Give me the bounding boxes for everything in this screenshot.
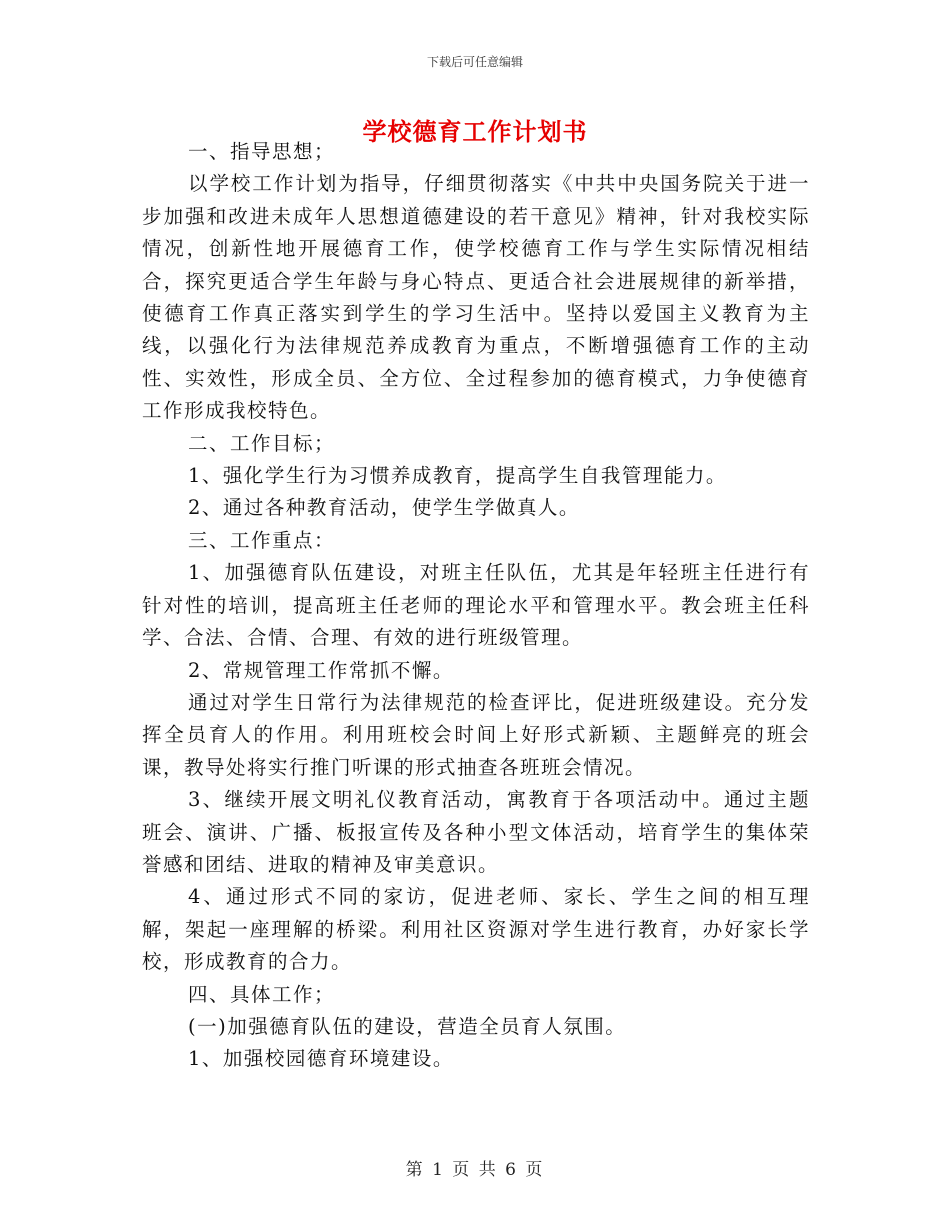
section-heading: 一、指导思想； [188,140,336,163]
section-heading: 四、具体工作； [188,982,336,1006]
section-heading: 三、工作重点： [188,528,336,552]
list-item: 4、通过形式不同的家访，促进老师、家长、学生之间的相互理解，架起一座理解的桥梁。利用社区资源对学生进行教育，办好家长学校，形成教育的合力。 [142,885,810,974]
paragraph: 通过对学生日常行为法律规范的检查评比，促进班级建设。充分发挥全员育人的作用。利用班校会时间上好形式新颖、主题鲜亮的班会课，教导处将实行推门听课的形式抽查各班班会情况。 [142,690,810,779]
page-number: 第 1 页 共 6 页 [405,1160,545,1180]
list-item: 2、通过各种教育活动，使学生学做真人。 [188,496,580,520]
list-item: 2、常规管理工作常抓不懈。 [188,658,454,682]
section-heading: 二、工作目标； [188,431,336,455]
list-item: 1、加强校园德育环境建设。 [188,1047,454,1071]
list-item: 3、继续开展文明礼仪教育活动，寓教育于各项活动中。通过主题班会、演讲、广播、板报宣传及各种小型文体活动，培育学生的集体荣誉感和团结、进取的精神及审美意识。 [142,788,810,876]
list-item: 1、强化学生行为习惯养成教育，提高学生自我管理能力。 [188,464,727,488]
subsection-heading: (一)加强德育队伍的建设，营造全员育人氛围。 [188,1014,627,1038]
header-note: 下载后可任意编辑 [426,55,523,69]
list-item: 1、加强德育队伍建设，对班主任队伍，尤其是年轻班主任进行有针对性的培训，提高班主任老师的理论水平和管理水平。教会班主任科学、合法、合情、合理、有效的进行班级管理。 [142,561,810,650]
document-body [142,136,810,1076]
document-title: 学校德育工作计划书 [362,117,588,146]
paragraph: 以学校工作计划为指导，仔细贯彻落实《中共中央国务院关于进一步加强和改进未成年人思想道德建设的若干意见》精神，针对我校实际情况，创新性地开展德育工作，使学校德育工作与学生实际情况相结合，探究更适合学生年龄与身心特点、更适合社会进展规律的新举措，使德育工作真正落实到学生的学习生活中。坚持以爱国主义教育为主线，以强化行为法律规范养成教育为重点，不断增强德育工作的主动性、实效性，形成全员、全方位、全过程参加的德育模式，力争使德育工作形成我校特色。 [142,172,810,423]
